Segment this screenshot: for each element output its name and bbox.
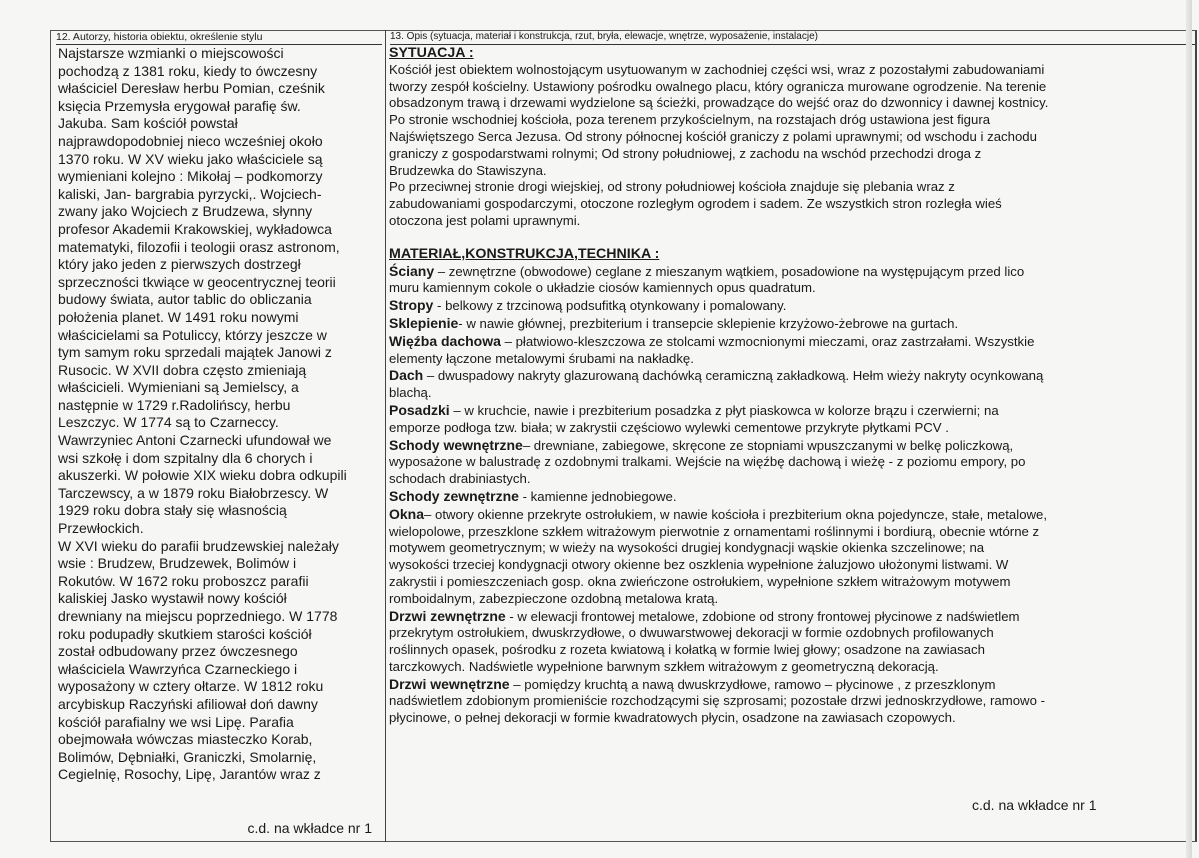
item-drzwi-wewn	[389, 676, 1195, 727]
item-schody-wewn	[389, 437, 1195, 488]
text-drzwi-wewn: – pomiędzy kruchtą a nawą dwuskrzydłowe, ramowo – płycinowe , z przeszklonym nadświetlem zdobionym promieniście rozchodzącymi się szprosami; pozostałe drzwi jednoskrzydłowe, ramowo - płycinowe, o pełnej dekoracji w formie kwadratowych płycin, osadzone na zawiasach czopowych.	[389, 676, 1045, 726]
scan-edge	[1186, 0, 1192, 858]
item-okna	[389, 506, 1195, 608]
sytuacja-heading: SYTUACJA :	[389, 45, 474, 61]
column-divider	[385, 30, 386, 842]
term-schody-zewn: Schody zewnętrzne	[389, 487, 519, 504]
item-stropy	[389, 297, 1195, 315]
item-drzwi-zewn	[389, 608, 1195, 676]
text-sklepienie: - w nawie głównej, prezbiterium i transepcie sklepienie krzyżowo-żebrowe na gurtach.	[458, 315, 959, 331]
text-dach: – dwuspadowy nakryty glazurowaną dachówką ceramiczną zakładkową. Hełm wieży nakryty ocynkowaną blachą.	[389, 368, 1044, 401]
description-column	[389, 45, 1195, 813]
term-posadzki: Posadzki	[389, 401, 450, 418]
term-sciany: Ściany	[389, 262, 435, 279]
history-text: Najstarsze wzmianki o miejscowości pochodzą z 1381 roku, kiedy to ówczesny właściciel Deresław herbu Pomian, cześnik księcia Przemysła erygował parafię św. Jakuba. Sam kościół powstał najprawdopodobniej nieco wcześniej około 1370 roku. W XV wieku jako właściciele są wymieniani kolejno : Mikołaj – podkomorzy kaliski, Jan- bargrabia pyrzycki,. Wojciech- zwany jako Wojciech z Brudzewa, słynny profesor Akademii Krakowskiej, wykładowca matematyki, filozofii i teologii orasz astronom, który jako jeden z pierwszych dostrzegł sprzeczności tkwiące w geocentrycznej teorii budowy świata, autor tablic do obliczania położenia planet. W 1491 roku nowymi właścicielami sa Potuliccy, którzy jeszcze w tym samym roku sprzedali majątek Janowi z Rusocic. W XVII dobra często zmieniają właścicieli. Wymieniani są Jemielscy, a następnie w 1729 r.Radolińscy, herbu Leszczyc. W 1774 są to Czarneccy. Wawrzyniec Antoni Czarnecki ufundował we wsi szkołę i dom szpitalny dla 6 chorych i akuszerki. W połowie XIX wieku dobra odkupili Tarczewscy, a w 1879 roku Białobrzescy. W 1929 roku dobra stały się własnością Przewłockich. W XVI wieku do parafii brudzewskiej należały wsie : Brudzew, Brudzewek, Bolimów i Rokutów. W 1672 roku proboszcz parafii kaliskiej Jasko wystawił nowy kościół drewniany na miejscu poprzedniego. W 1778 roku podupadły skutkiem starości kościół został odbudowany przez ówczesnego właściciela Wawrzyńca Czarneckiego i wyposażony w cztery ołtarze. W 1812 roku arcybiskup Raczyński afiliował doń dawny kościół parafialny we wsi Lipę. Parafia obejmowała wówczas miasteczko Korab, Bolimów, Dębniałki, Graniczki, Smolarnię, Cegielnię, Rosochy, Lipę, Jarantów wraz z	[58, 45, 347, 783]
term-dach: Dach	[389, 367, 424, 384]
term-schody-wewn: Schody wewnętrzne	[389, 436, 523, 453]
sytuacja-paragraph-1: Kościół jest obiektem wolnostojącym usytuowanym w zachodniej części wsi, wraz z pozostałymi zabudowaniami tworzy zespół kościelny. Ustawiony pośrodku owalnego placu, który ogranicza murowane ogrodzenie. Na terenie obsadzonym trawą i drzewami wydzielone są ścieżki, prowadzące do wejść oraz do dzwonnicy i dawnej kostnicy. Po stronie wschodniej kościoła, poza terenem przykościelnym, na rozstajach dróg ustawiona jest figura Najświętszego Serca Jezusa. Od strony północnej kościół graniczy z polami uprawnymi; od wschodu i zachodu graniczy z gospodarstwami rolnymi; Od strony południowej, z zachodu na wschód przechodzi droga z Brudzewka do Stawiszyna.	[389, 61, 1049, 178]
text-okna: – otwory okienne przekryte ostrołukiem, w nawie kościoła i prezbiterium okna pojedyncze, stałe, metalowe, wielopolowe, przeszklone szkłem witrażowym pierwotnie z ornamentami roślinnymi i bordiurą, obecnie wtórne z motywem geometrycznym; w wieży na wysokości drugiej kondygnacji wąskie okienka szczelinowe; na wysokości trzeciej kondygnacji otwory okienne bez oszklenia wypełnione żaluzjowo ułożonymi listwami. W zakrystii i pomieszczeniach gosp. okna zwieńczone ostrołukiem, wypełnione szkłem witrażowym motywem romboidalnym, zabezpieczone ozdobną metalowa kratą.	[389, 506, 1048, 606]
item-schody-zewn	[389, 488, 1195, 506]
history-column	[58, 45, 380, 836]
text-stropy: - belkowy z trzcinową podsufitką otynkowany i pomalowany.	[433, 298, 787, 314]
item-sciany	[389, 263, 1195, 298]
text-wiezba: – płatwiowo-kleszczowa ze stolcami wzmocnionymi mieczami, oraz zastrzałami. Wszystkie elementy łączone metalowymi śrubami na nakładkę.	[389, 333, 1035, 366]
description-continued-note: c.d. na wkładce nr 1	[972, 797, 1097, 813]
term-drzwi-wewn: Drzwi wewnętrzne	[389, 675, 510, 692]
term-wiezba: Więźba dachowa	[389, 332, 501, 349]
section-13-header: 13. Opis (sytuacja, materiał i konstrukcja, rzut, bryła, elewacje, wnętrze, wyposażenie, instalacje)	[390, 31, 1195, 45]
text-schody-wewn: – drewniane, zabiegowe, skręcone ze stopniami wpuszczanymi w belkę policzkową, wyposażone w balustradę z ozdobnymi tralkami. Wejście na więźbę dachową i wieżę - z poziomu empory, po schodach drabiniastych.	[389, 437, 1026, 487]
term-okna: Okna	[389, 505, 425, 522]
material-heading: MATERIAŁ,KONSTRUKCJA,TECHNIKA :	[389, 245, 660, 262]
term-sklepienie: Sklepienie	[389, 314, 459, 331]
section-12-header: 12. Autorzy, historia obiektu, określenie stylu	[56, 31, 382, 45]
term-stropy: Stropy	[389, 297, 434, 314]
text-schody-zewn: - kamienne jednobiegowe.	[518, 488, 677, 504]
text-posadzki: – w kruchcie, nawie i prezbiterium posadzka z płyt piaskowca w kolorze brązu i czerwierni; na emporze podłoga tzw. biała; w zakrystii częściowo wylewki cementowe przykryte płytkami PCV .	[389, 402, 999, 435]
text-sciany: – zewnętrzne (obwodowe) ceglane z mieszanym wątkiem, posadowione na występującym przed lico muru kamiennym cokole o układzie ciosów kamiennych opus quadratum.	[389, 263, 1025, 296]
item-sklepienie	[389, 315, 1195, 333]
history-continued-note: c.d. na wkładce nr 1	[247, 820, 372, 836]
item-posadzki	[389, 402, 1195, 437]
item-dach	[389, 367, 1195, 402]
term-drzwi-zewn: Drzwi zewnętrzne	[389, 607, 506, 624]
text-drzwi-zewn: - w elewacji frontowej metalowe, zdobione od strony frontowej płycinowe z nadświetlem przekrytym ostrołukiem, dwuskrzydłowe, o dwuwarstwowej dekoracji w formie ozdobnych profilowanych roślinnych opasek, pośrodku z rozeta kwiatową i kołatką w formie lwiej głowy; osadzone na zawiasach tarczkowych. Nadświetle wypełnione barwnym szkłem witrażowym z geometryczną dekoracją.	[389, 608, 1020, 674]
sytuacja-paragraph-2: Po przeciwnej stronie drogi wiejskiej, od strony południowej kościoła znajduje się plebania wraz z zabudowaniami gospodarczymi, otoczone rozległym ogrodem i sadem. Ze wszystkich stron rozległa wieś otoczona jest polami uprawnymi.	[389, 179, 1002, 228]
item-wiezba	[389, 333, 1195, 368]
